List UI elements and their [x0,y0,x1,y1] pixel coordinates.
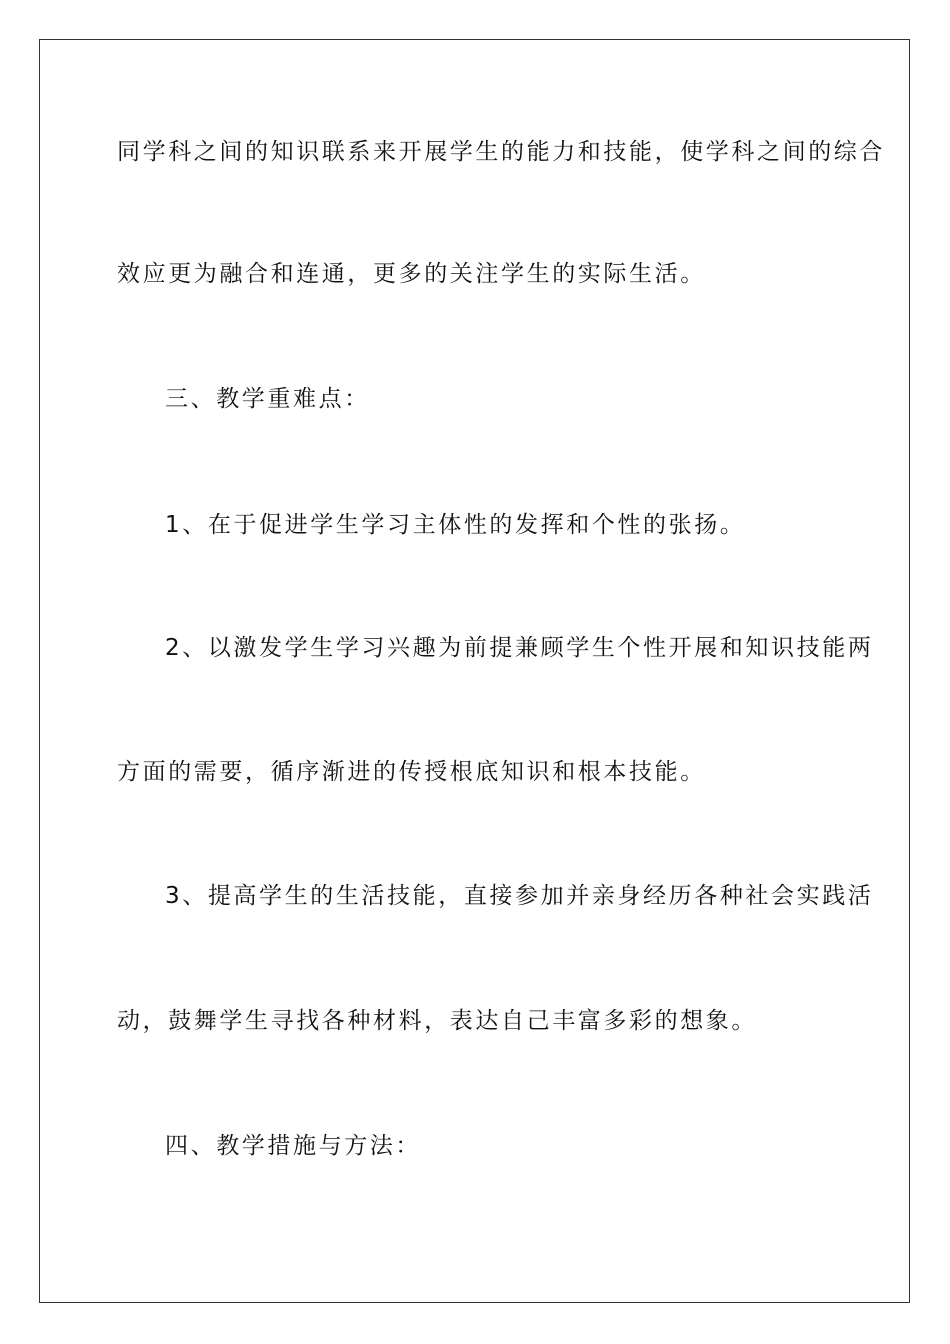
paragraph-line: 动，鼓舞学生寻找各种材料，表达自己丰富多彩的想象。 [117,1008,757,1034]
paragraph-line: 效应更为融合和连通，更多的关注学生的实际生活。 [117,261,706,287]
paragraph-line: 方面的需要，循序渐进的传授根底知识和根本技能。 [117,759,706,785]
section-heading: 三、教学重难点： [165,386,370,412]
paragraph-line: 同学科之间的知识联系来开展学生的能力和技能，使学科之间的综合 [117,139,885,165]
list-item: 3、提高学生的生活技能，直接参加并亲身经历各种社会实践活 [165,883,874,909]
list-item: 2、以激发学生学习兴趣为前提兼顾学生个性开展和知识技能两 [165,635,874,661]
section-heading: 四、教学措施与方法： [165,1133,421,1159]
list-item: 1、在于促进学生学习主体性的发挥和个性的张扬。 [165,512,746,538]
page-border [39,39,910,1303]
